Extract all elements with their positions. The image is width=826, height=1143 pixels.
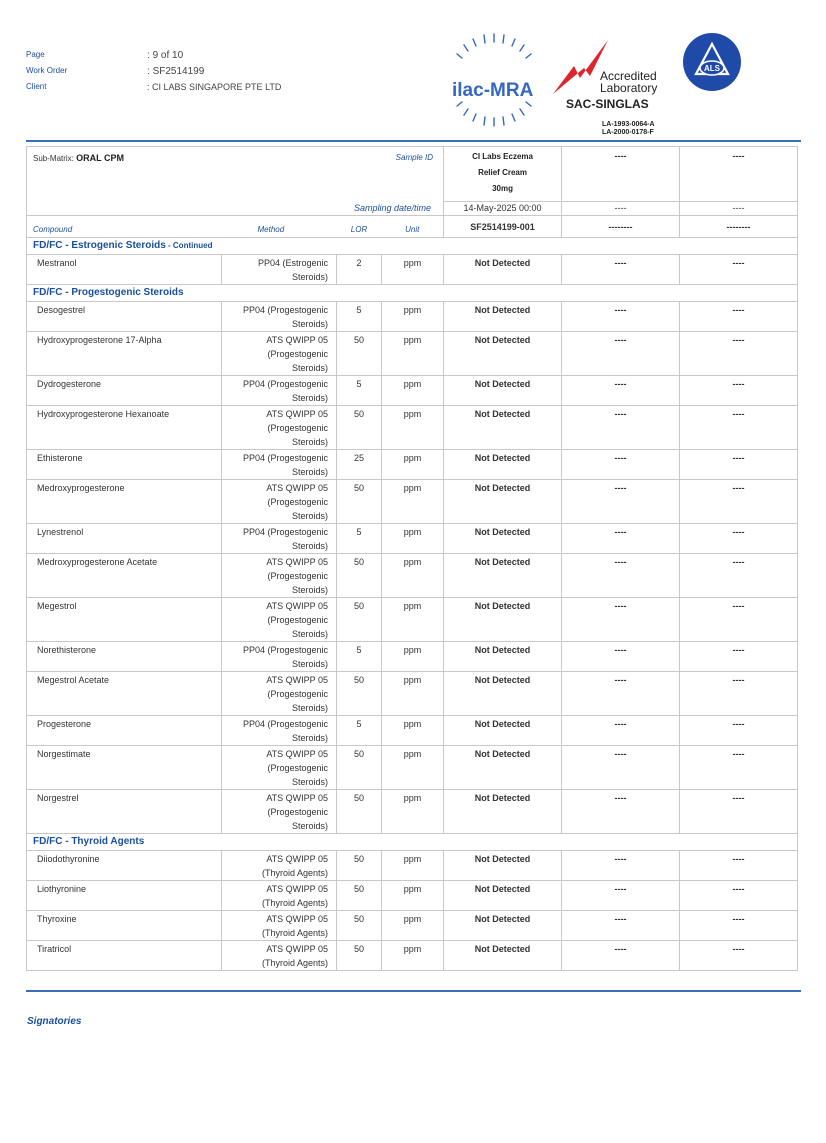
- lab-id: SF2514199-001: [444, 216, 562, 238]
- result-col-3: ----: [680, 598, 798, 642]
- method-line: Steroids): [291, 585, 328, 595]
- table-row: [27, 746, 798, 790]
- page-row: [26, 50, 281, 66]
- method-cell: [222, 302, 337, 332]
- method-line: PP04 (Progestogenic: [242, 527, 328, 537]
- method-cell: [222, 716, 337, 746]
- lor-value: 50: [337, 406, 382, 450]
- method-line: Steroids): [291, 511, 328, 521]
- result-col-3: ----: [680, 746, 798, 790]
- table-row: [27, 598, 798, 642]
- result-col-2: ----: [562, 672, 680, 716]
- sampling-date-row: [27, 201, 798, 216]
- result-value: Not Detected: [444, 255, 562, 285]
- table-row: [27, 376, 798, 406]
- group-title: [27, 285, 798, 302]
- method-line: (Progestogenic: [267, 763, 328, 773]
- method-line: (Progestogenic: [267, 615, 328, 625]
- report-header-info: [26, 50, 281, 98]
- compound-name: Megestrol Acetate: [27, 672, 222, 716]
- compound-name: Thyroxine: [27, 911, 222, 941]
- method-line: PP04 (Progestogenic: [242, 645, 328, 655]
- result-col-2: ----: [562, 790, 680, 834]
- unit-value: ppm: [382, 746, 444, 790]
- group-heading-row: [27, 834, 798, 851]
- table-row: [27, 524, 798, 554]
- method-line: (Progestogenic: [267, 349, 328, 359]
- client-row: [26, 82, 281, 98]
- method-line: Steroids): [291, 363, 328, 373]
- sampling-date-3: ----: [680, 201, 798, 216]
- unit-value: ppm: [382, 554, 444, 598]
- sample-info-row: [27, 147, 798, 202]
- unit-value: ppm: [382, 790, 444, 834]
- method-line: PP04 (Progestogenic: [242, 379, 328, 389]
- method-line: Steroids): [291, 393, 328, 403]
- result-col-2: ----: [562, 255, 680, 285]
- table-row: [27, 406, 798, 450]
- group-title-text: FD/FC - Estrogenic Steroids: [33, 240, 166, 251]
- method-cell: [222, 642, 337, 672]
- lor-value: 50: [337, 941, 382, 971]
- method-line: (Progestogenic: [267, 807, 328, 817]
- table-row: [27, 790, 798, 834]
- separator: :: [147, 82, 150, 92]
- method-line: PP04 (Estrogenic: [257, 258, 328, 268]
- result-value: Not Detected: [444, 406, 562, 450]
- lor-value: 50: [337, 598, 382, 642]
- table-row: [27, 672, 798, 716]
- result-col-2: ----: [562, 302, 680, 332]
- lab-id-2: --------: [562, 216, 680, 238]
- accreditation-logos: [448, 24, 778, 140]
- method-cell: [222, 406, 337, 450]
- result-col-3: ----: [680, 255, 798, 285]
- unit-header: Unit: [382, 216, 444, 238]
- result-col-2: ----: [562, 598, 680, 642]
- lor-header: LOR: [337, 216, 382, 238]
- method-line: ATS QWIPP 05: [266, 483, 328, 493]
- method-line: ATS QWIPP 05: [266, 884, 328, 894]
- result-col-3: ----: [680, 911, 798, 941]
- result-value: Not Detected: [444, 376, 562, 406]
- result-value: Not Detected: [444, 524, 562, 554]
- lor-value: 50: [337, 480, 382, 524]
- result-col-2: ----: [562, 851, 680, 881]
- sac-singlas-logo: [553, 40, 657, 136]
- unit-value: ppm: [382, 406, 444, 450]
- compound-name: Norgestrel: [27, 790, 222, 834]
- continued-label: - Continued: [165, 241, 213, 250]
- unit-value: ppm: [382, 524, 444, 554]
- work-order-label: Work Order: [26, 66, 68, 75]
- work-order-row: [26, 66, 281, 82]
- result-col-3: ----: [680, 450, 798, 480]
- compound-name: Diiodothyronine: [27, 851, 222, 881]
- lor-value: 5: [337, 642, 382, 672]
- result-value: Not Detected: [444, 642, 562, 672]
- lor-value: 25: [337, 450, 382, 480]
- compound-name: Progesterone: [27, 716, 222, 746]
- table-row: [27, 642, 798, 672]
- ilac-mra-logo: [452, 34, 534, 126]
- compound-name: Medroxyprogesterone: [27, 480, 222, 524]
- result-col-3: ----: [680, 302, 798, 332]
- ilac-text: ilac-MRA: [452, 80, 534, 101]
- table-row: [27, 332, 798, 376]
- compound-name: Hydroxyprogesterone Hexanoate: [27, 406, 222, 450]
- result-col-2: ----: [562, 941, 680, 971]
- result-col-2: ----: [562, 716, 680, 746]
- signatories-heading: Signatories: [27, 1016, 82, 1027]
- result-col-3: ----: [680, 672, 798, 716]
- table-row: [27, 851, 798, 881]
- method-line: ATS QWIPP 05: [266, 409, 328, 419]
- result-col-2: ----: [562, 376, 680, 406]
- method-cell: [222, 941, 337, 971]
- method-cell: [222, 480, 337, 524]
- method-line: ATS QWIPP 05: [266, 335, 328, 345]
- client-value: CI LABS SINGAPORE PTE LTD: [152, 82, 282, 92]
- result-value: Not Detected: [444, 851, 562, 881]
- compound-name: Ethisterone: [27, 450, 222, 480]
- method-line: ATS QWIPP 05: [266, 944, 328, 954]
- method-cell: [222, 554, 337, 598]
- lor-value: 50: [337, 332, 382, 376]
- method-line: ATS QWIPP 05: [266, 601, 328, 611]
- method-line: (Thyroid Agents): [261, 868, 328, 878]
- method-cell: [222, 851, 337, 881]
- lor-value: 50: [337, 881, 382, 911]
- lor-value: 2: [337, 255, 382, 285]
- unit-value: ppm: [382, 480, 444, 524]
- lor-value: 50: [337, 790, 382, 834]
- method-cell: [222, 790, 337, 834]
- als-text: ALS: [704, 64, 720, 73]
- table-row: [27, 480, 798, 524]
- method-line: Steroids): [291, 272, 328, 282]
- unit-value: ppm: [382, 642, 444, 672]
- result-value: Not Detected: [444, 881, 562, 911]
- logos-svg: [448, 24, 778, 140]
- la-code-1: LA-1993-0064-A: [602, 121, 655, 128]
- result-value: Not Detected: [444, 332, 562, 376]
- compound-name: Norethisterone: [27, 642, 222, 672]
- work-order-value: SF2514199: [152, 66, 205, 77]
- compound-name: Liothyronine: [27, 881, 222, 911]
- page-value: 9 of 10: [152, 50, 184, 61]
- table-row: [27, 450, 798, 480]
- result-col-2: ----: [562, 332, 680, 376]
- compound-name: Lynestrenol: [27, 524, 222, 554]
- result-value: Not Detected: [444, 746, 562, 790]
- result-col-2: ----: [562, 642, 680, 672]
- method-line: PP04 (Progestogenic: [242, 453, 328, 463]
- result-value: Not Detected: [444, 911, 562, 941]
- unit-value: ppm: [382, 716, 444, 746]
- sample-name: CI Labs Eczema Relief Cream 30mg: [444, 147, 562, 202]
- result-value: Not Detected: [444, 790, 562, 834]
- la-code-2: LA-2000-0178-F: [602, 129, 654, 136]
- result-value: Not Detected: [444, 716, 562, 746]
- lab-id-3: --------: [680, 216, 798, 238]
- lor-value: 5: [337, 716, 382, 746]
- result-col-3: ----: [680, 941, 798, 971]
- unit-value: ppm: [382, 302, 444, 332]
- table-row: [27, 911, 798, 941]
- unit-value: ppm: [382, 881, 444, 911]
- result-value: Not Detected: [444, 450, 562, 480]
- method-line: Steroids): [291, 541, 328, 551]
- method-cell: [222, 881, 337, 911]
- unit-value: ppm: [382, 332, 444, 376]
- sampling-date-2: ----: [562, 201, 680, 216]
- result-col-3: ----: [680, 376, 798, 406]
- accredited-text: Accredited: [600, 69, 657, 83]
- result-col-2: ----: [562, 911, 680, 941]
- compound-name: Desogestrel: [27, 302, 222, 332]
- method-cell: [222, 332, 337, 376]
- compound-name: Hydroxyprogesterone 17-Alpha: [27, 332, 222, 376]
- table-row: [27, 941, 798, 971]
- sampling-date-label: Sampling date/time: [353, 203, 432, 213]
- method-line: ATS QWIPP 05: [266, 749, 328, 759]
- method-line: (Thyroid Agents): [261, 958, 328, 968]
- als-logo: [683, 33, 741, 91]
- result-col-3: ----: [680, 790, 798, 834]
- page-label: Page: [26, 50, 45, 59]
- unit-value: ppm: [382, 672, 444, 716]
- result-col-2: ----: [562, 554, 680, 598]
- result-col-2: ----: [562, 480, 680, 524]
- table-row: [27, 716, 798, 746]
- unit-value: ppm: [382, 598, 444, 642]
- result-col-3: ----: [680, 716, 798, 746]
- sac-singlas-text: SAC-SINGLAS: [566, 97, 649, 111]
- result-value: Not Detected: [444, 941, 562, 971]
- results-table: [26, 146, 798, 971]
- separator: :: [147, 66, 150, 77]
- method-line: (Thyroid Agents): [261, 928, 328, 938]
- result-value: Not Detected: [444, 480, 562, 524]
- result-col-3: ----: [680, 406, 798, 450]
- result-col-2: ----: [562, 406, 680, 450]
- table-row: [27, 255, 798, 285]
- compound-name: Norgestimate: [27, 746, 222, 790]
- result-col-3: ----: [680, 554, 798, 598]
- method-line: Steroids): [291, 659, 328, 669]
- method-cell: [222, 376, 337, 406]
- result-value: Not Detected: [444, 554, 562, 598]
- lor-value: 5: [337, 302, 382, 332]
- unit-value: ppm: [382, 255, 444, 285]
- compound-name: Medroxyprogesterone Acetate: [27, 554, 222, 598]
- group-title: [27, 834, 798, 851]
- sample-3-name: ----: [680, 147, 798, 202]
- result-col-2: ----: [562, 450, 680, 480]
- compound-name: Tiratricol: [27, 941, 222, 971]
- result-value: Not Detected: [444, 302, 562, 332]
- unit-value: ppm: [382, 851, 444, 881]
- method-line: PP04 (Progestogenic: [242, 719, 328, 729]
- column-header-row: [27, 216, 798, 238]
- sampling-date-value: 14-May-2025 00:00: [444, 201, 562, 216]
- method-line: (Progestogenic: [267, 423, 328, 433]
- lor-value: 50: [337, 554, 382, 598]
- result-col-3: ----: [680, 524, 798, 554]
- method-line: (Progestogenic: [267, 497, 328, 507]
- method-line: Steroids): [291, 777, 328, 787]
- result-col-2: ----: [562, 746, 680, 790]
- lor-value: 5: [337, 376, 382, 406]
- method-line: (Progestogenic: [267, 689, 328, 699]
- result-col-2: ----: [562, 881, 680, 911]
- method-line: ATS QWIPP 05: [266, 557, 328, 567]
- compound-name: Megestrol: [27, 598, 222, 642]
- lor-value: 50: [337, 911, 382, 941]
- lor-value: 50: [337, 746, 382, 790]
- method-line: Steroids): [291, 629, 328, 639]
- result-value: Not Detected: [444, 672, 562, 716]
- compound-name: Mestranol: [27, 255, 222, 285]
- method-line: Steroids): [291, 467, 328, 477]
- header-divider: [26, 140, 801, 142]
- method-line: ATS QWIPP 05: [266, 675, 328, 685]
- sample-2-name: ----: [562, 147, 680, 202]
- table-row: [27, 554, 798, 598]
- method-line: ATS QWIPP 05: [266, 854, 328, 864]
- method-line: (Thyroid Agents): [261, 898, 328, 908]
- group-heading-row: [27, 238, 798, 255]
- group-title-text: FD/FC - Thyroid Agents: [33, 836, 145, 847]
- unit-value: ppm: [382, 941, 444, 971]
- method-line: Steroids): [291, 821, 328, 831]
- group-title-text: FD/FC - Progestogenic Steroids: [33, 287, 184, 298]
- table-row: [27, 881, 798, 911]
- unit-value: ppm: [382, 376, 444, 406]
- result-col-3: ----: [680, 642, 798, 672]
- laboratory-text: Laboratory: [600, 81, 658, 95]
- group-heading-row: [27, 285, 798, 302]
- result-col-2: ----: [562, 524, 680, 554]
- separator: :: [147, 50, 150, 61]
- method-line: PP04 (Progestogenic: [242, 305, 328, 315]
- method-cell: [222, 255, 337, 285]
- method-line: ATS QWIPP 05: [266, 793, 328, 803]
- client-label: Client: [26, 82, 47, 91]
- method-line: ATS QWIPP 05: [266, 914, 328, 924]
- result-value: Not Detected: [444, 598, 562, 642]
- compound-header: Compound: [27, 216, 222, 238]
- compound-name: Dydrogesterone: [27, 376, 222, 406]
- method-line: (Progestogenic: [267, 571, 328, 581]
- sub-matrix-value: ORAL CPM: [76, 153, 124, 163]
- lor-value: 50: [337, 672, 382, 716]
- lor-value: 5: [337, 524, 382, 554]
- result-col-3: ----: [680, 881, 798, 911]
- method-cell: [222, 672, 337, 716]
- sub-matrix-label: Sub-Matrix:: [33, 154, 74, 163]
- method-cell: [222, 911, 337, 941]
- method-line: Steroids): [291, 703, 328, 713]
- method-line: Steroids): [291, 437, 328, 447]
- result-col-3: ----: [680, 332, 798, 376]
- result-col-3: ----: [680, 480, 798, 524]
- table-row: [27, 302, 798, 332]
- lor-value: 50: [337, 851, 382, 881]
- unit-value: ppm: [382, 911, 444, 941]
- method-cell: [222, 450, 337, 480]
- group-title: [27, 238, 798, 255]
- method-cell: [222, 746, 337, 790]
- sample-id-label: Sample ID: [395, 153, 434, 162]
- method-cell: [222, 524, 337, 554]
- result-col-3: ----: [680, 851, 798, 881]
- method-cell: [222, 598, 337, 642]
- unit-value: ppm: [382, 450, 444, 480]
- method-line: Steroids): [291, 733, 328, 743]
- footer-divider: [26, 990, 801, 992]
- method-header: Method: [222, 216, 337, 238]
- method-line: Steroids): [291, 319, 328, 329]
